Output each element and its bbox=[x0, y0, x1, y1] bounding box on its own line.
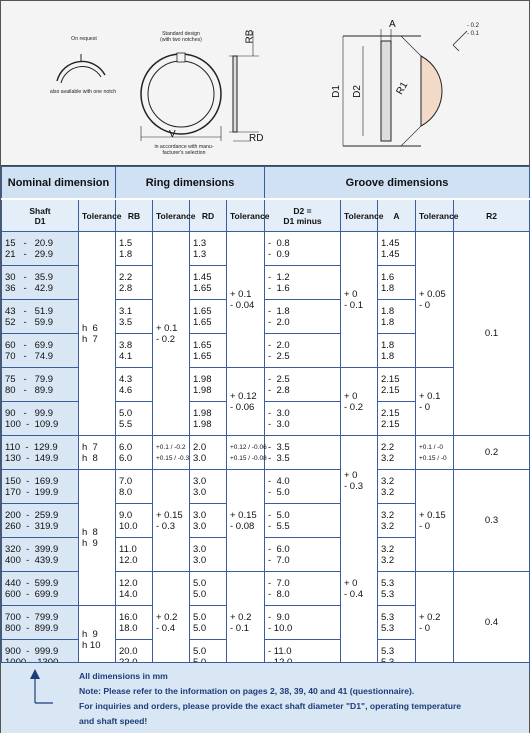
d2-cell: - 0.8 - 0.9 bbox=[265, 232, 341, 266]
rd-cell: 3.0 3.0 bbox=[190, 538, 227, 572]
d2-cell: - 9.0 - 10.0 bbox=[265, 606, 341, 640]
a-dimension-label: A bbox=[389, 19, 396, 30]
rd-cell: 5.0 bbox=[190, 640, 227, 674]
standard-design-label: Standard design (with two notches) bbox=[160, 31, 202, 43]
rb-tol-cell: + 0.15 - 0.3 bbox=[153, 470, 190, 572]
rb-cell: 3.8 4.1 bbox=[116, 334, 153, 368]
shaft-cell: 15 - 20.9 21 - 29.9 bbox=[2, 232, 79, 266]
d2-label: D2 = bbox=[293, 205, 312, 216]
rb-cell: 6.0 6.0 bbox=[116, 436, 153, 470]
shaft-cell: 900 - 999.9 bbox=[2, 640, 79, 674]
rd-cell: 2.0 3.0 bbox=[190, 436, 227, 470]
d2-sub-label: D1 minus bbox=[283, 215, 322, 226]
table-row bbox=[2, 436, 530, 470]
a-cell: 3.2 3.2 bbox=[378, 470, 416, 504]
rd-cell: 1.98 1.98 bbox=[190, 368, 227, 402]
a-tol-cell: + 0.15 - 0 bbox=[416, 470, 454, 572]
rd-tolerance-header: Tolerance bbox=[227, 199, 265, 232]
a-cell: 2.2 3.2 bbox=[378, 436, 416, 470]
a-cell: 3.2 3.2 bbox=[378, 504, 416, 538]
rd-tol-cell: + 0.15 - 0.08 bbox=[227, 470, 265, 572]
note-reference: Note: Please refer to the information on pages 2, 38, 39, 40 and 41 (questionnaire). bbox=[79, 686, 415, 696]
table-row bbox=[2, 470, 530, 504]
rb-tol-cell: + 0.2 - 0.4 bbox=[153, 572, 190, 674]
shaft-cell: 150 - 169.9 170 - 199.9 bbox=[2, 470, 79, 504]
rd-dimension-label: RD bbox=[249, 133, 264, 144]
d2-cell: - 6.0 - 7.0 bbox=[265, 538, 341, 572]
a-cell: 2.15 2.15 bbox=[378, 402, 416, 436]
rd-tol-cell: + 0.12 - 0.06 bbox=[227, 368, 265, 436]
shaft-cell: 60 - 69.9 70 - 74.9 bbox=[2, 334, 79, 368]
d2-col-header bbox=[265, 199, 341, 232]
rb-cell: 4.3 4.6 bbox=[116, 368, 153, 402]
rb-cell: 20.0 bbox=[116, 640, 153, 674]
a-cell: 1.6 1.8 bbox=[378, 266, 416, 300]
rd-cell: 1.98 1.98 bbox=[190, 402, 227, 436]
d2-dimension-label: D2 bbox=[351, 85, 363, 98]
arrow-up-icon bbox=[23, 663, 53, 733]
shaft-cell: 320 - 399.9 400 - 439.9 bbox=[2, 538, 79, 572]
r2-cell: 0.2 bbox=[454, 436, 530, 470]
r2-cell: 0.1 bbox=[454, 232, 530, 436]
shaft-tolerance-header: Tolerance bbox=[79, 199, 116, 232]
shaft-cell: 440 - 599.9 600 - 699.9 bbox=[2, 572, 79, 606]
tolerance-upper: - 0.2 bbox=[467, 23, 480, 29]
rd-cell: 1.45 1.65 bbox=[190, 266, 227, 300]
manufacturer-selection-label: in accordance with manu- facturer's selection bbox=[154, 144, 214, 156]
tolerance-lower: - 0.1 bbox=[467, 31, 480, 37]
rb-cell: 5.0 5.5 bbox=[116, 402, 153, 436]
shaft-cell: 75 - 79.9 80 - 89.9 bbox=[2, 368, 79, 402]
groove-dimensions-header: Groove dimensions bbox=[265, 167, 530, 200]
a-cell: 5.3 5.3 bbox=[378, 606, 416, 640]
rd-cell: 1.3 1.3 bbox=[190, 232, 227, 266]
r2-col-header: R2 bbox=[454, 199, 530, 232]
r1-dimension-label: R1 bbox=[394, 80, 411, 97]
notes-panel bbox=[1, 662, 529, 733]
rd-tol-cell: +0.12 / -0.06 +0.15 / -0.08 bbox=[227, 436, 265, 470]
table-row bbox=[2, 232, 530, 266]
shaft-tol-cell: h 6 h 7 bbox=[79, 232, 116, 436]
shaft-cell: 110 - 129.9 130 - 149.9 bbox=[2, 436, 79, 470]
dimension-table bbox=[1, 166, 530, 674]
rd-col-header: RD bbox=[190, 199, 227, 232]
on-request-label: On request bbox=[71, 36, 97, 42]
a-tol-cell: +0.1 / -0 +0.15 / -0 bbox=[416, 436, 454, 470]
d1-dimension-label: D1 bbox=[330, 85, 342, 98]
rb-dimension-label: RB bbox=[244, 29, 256, 44]
nominal-dimension-header: Nominal dimension bbox=[2, 167, 116, 200]
d2-cell: - 2.0 - 2.5 bbox=[265, 334, 341, 368]
one-notch-label: also available with one notch bbox=[49, 89, 117, 95]
shaft-cell: 30 - 35.9 36 - 42.9 bbox=[2, 266, 79, 300]
d2-cell: - 7.0 - 8.0 bbox=[265, 572, 341, 606]
ring-dimensions-header: Ring dimensions bbox=[116, 167, 265, 200]
a-cell: 5.3 bbox=[378, 640, 416, 674]
rd-cell: 5.0 5.0 bbox=[190, 606, 227, 640]
rb-cell: 1.5 1.8 bbox=[116, 232, 153, 266]
note-inquiries-cont: and shaft speed! bbox=[79, 716, 148, 726]
rb-tolerance-header: Tolerance bbox=[153, 199, 190, 232]
rd-cell: 3.0 3.0 bbox=[190, 504, 227, 538]
shaft-tol-cell: h 8 h 9 bbox=[79, 470, 116, 606]
shaft-label: Shaft bbox=[29, 205, 51, 216]
r2-cell: 0.3 bbox=[454, 470, 530, 572]
d2-cell: - 5.0 - 5.5 bbox=[265, 504, 341, 538]
d2-tol-b: + 0 - 0.4 bbox=[344, 577, 364, 600]
rb-tol-cell: +0.1 / -0.2 +0.15 / -0.3 bbox=[153, 436, 190, 470]
d2-tolerance-header: Tolerance bbox=[341, 199, 378, 232]
a-cell: 1.45 1.45 bbox=[378, 232, 416, 266]
d2-cell: - 1.2 - 1.6 bbox=[265, 266, 341, 300]
rd-tol-cell: + 0.1 - 0.04 bbox=[227, 232, 265, 368]
d2-cell: - 11.0 bbox=[265, 640, 341, 674]
a-cell: 1.8 1.8 bbox=[378, 334, 416, 368]
rd-cell: 1.65 1.65 bbox=[190, 300, 227, 334]
rb-cell: 3.1 3.5 bbox=[116, 300, 153, 334]
rb-cell: 11.0 12.0 bbox=[116, 538, 153, 572]
shaft-tol-cell: h 9 h 10 bbox=[79, 606, 116, 674]
d2-tol-a: + 0 - 0.3 bbox=[344, 469, 364, 492]
rd-cell: 5.0 5.0 bbox=[190, 572, 227, 606]
rb-cell: 2.2 2.8 bbox=[116, 266, 153, 300]
note-units: All dimensions in mm bbox=[79, 671, 168, 681]
rb-cell: 12.0 14.0 bbox=[116, 572, 153, 606]
rd-cell: 3.0 3.0 bbox=[190, 470, 227, 504]
shaft-col-header bbox=[2, 199, 79, 232]
d2-cell: - 4.0 - 5.0 bbox=[265, 470, 341, 504]
a-cell: 5.3 5.3 bbox=[378, 572, 416, 606]
d2-tol-cell bbox=[341, 436, 378, 674]
note-inquiries: For inquiries and orders, please provide the exact shaft diameter "D1", operating temperature bbox=[79, 701, 462, 711]
a-cell: 3.2 3.2 bbox=[378, 538, 416, 572]
rb-col-header: RB bbox=[116, 199, 153, 232]
rb-cell: 16.0 18.0 bbox=[116, 606, 153, 640]
d2-cell: - 1.8 - 2.0 bbox=[265, 300, 341, 334]
d2-tol-cell: + 0 - 0.1 bbox=[341, 232, 378, 368]
d2-tol-cell: + 0 - 0.2 bbox=[341, 368, 378, 436]
a-tol-cell: + 0.05 - 0 bbox=[416, 232, 454, 368]
shaft-sub-label: D1 bbox=[34, 215, 46, 226]
shaft-cell: 90 - 99.9 100 - 109.9 bbox=[2, 402, 79, 436]
a-tol-cell: + 0.2 - 0 bbox=[416, 572, 454, 674]
shaft-cell: 700 - 799.9 800 - 899.9 bbox=[2, 606, 79, 640]
a-tol-cell: + 0.1 - 0 bbox=[416, 368, 454, 436]
d2-cell: - 3.5 - 3.5 bbox=[265, 436, 341, 470]
shaft-cell: 43 - 51.9 52 - 59.9 bbox=[2, 300, 79, 334]
a-col-header: A bbox=[378, 199, 416, 232]
a-tolerance-header: Tolerance bbox=[416, 199, 454, 232]
r2-cell: 0.4 bbox=[454, 572, 530, 674]
shaft-tol-cell: h 7 h 8 bbox=[79, 436, 116, 470]
d2-cell: - 2.5 - 2.8 bbox=[265, 368, 341, 402]
d2-cell: - 3.0 - 3.0 bbox=[265, 402, 341, 436]
rd-cell: 1.65 1.65 bbox=[190, 334, 227, 368]
v-dimension-label: V bbox=[169, 129, 176, 140]
ring-drawing-svg bbox=[1, 1, 529, 165]
rb-cell: 7.0 8.0 bbox=[116, 470, 153, 504]
a-cell: 1.8 1.8 bbox=[378, 300, 416, 334]
a-cell: 2.15 2.15 bbox=[378, 368, 416, 402]
shaft-cell: 200 - 259.9 260 - 319.9 bbox=[2, 504, 79, 538]
rd-tol-cell: + 0.2 - 0.1 bbox=[227, 572, 265, 674]
rb-cell: 9.0 10.0 bbox=[116, 504, 153, 538]
rb-tol-cell: + 0.1 - 0.2 bbox=[153, 232, 190, 436]
technical-drawing bbox=[1, 1, 529, 166]
